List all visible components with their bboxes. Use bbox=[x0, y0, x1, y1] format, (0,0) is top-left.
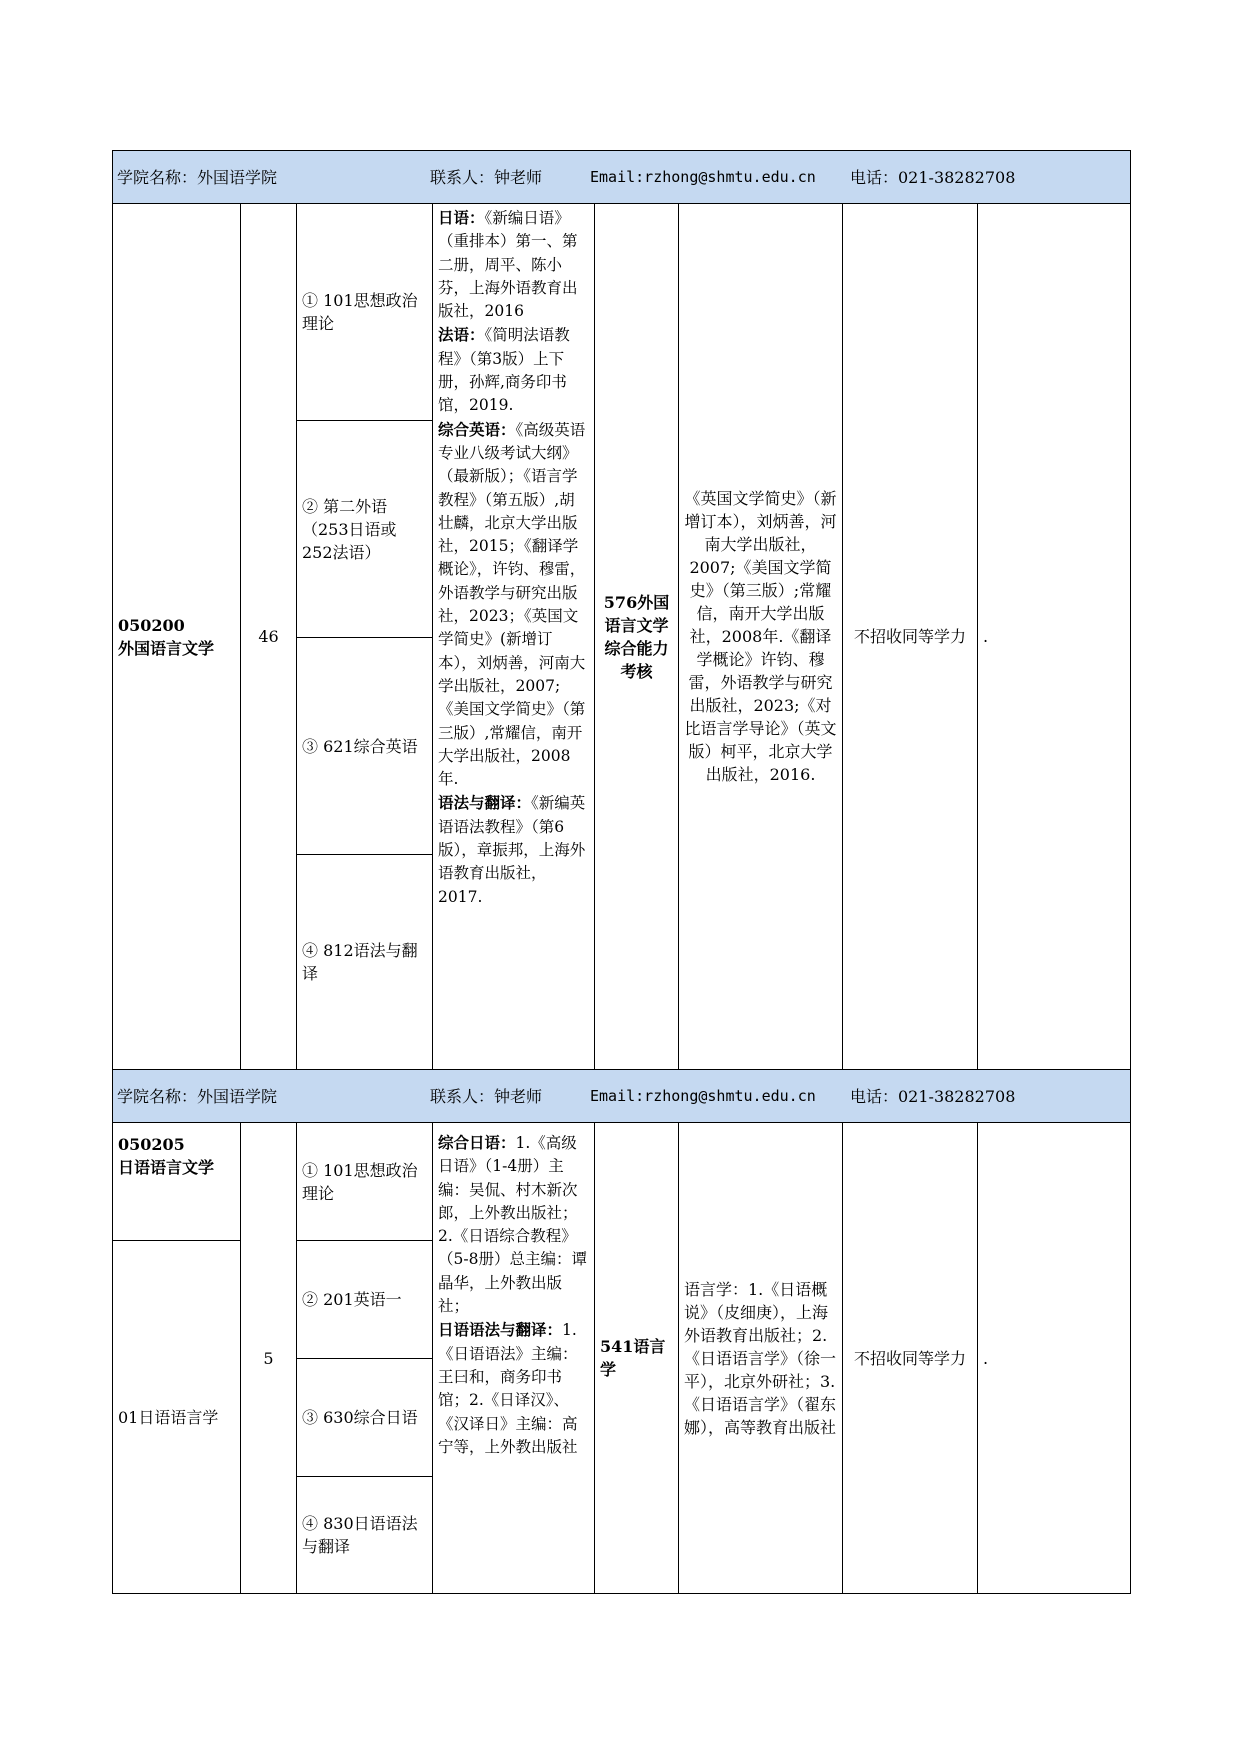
contact-email: Email:rzhong@shmtu.edu.cn bbox=[590, 1086, 816, 1105]
book-heading: 日语语法与翻译： bbox=[438, 1320, 563, 1340]
subject-4: ④ 812语法与翻译 bbox=[297, 855, 433, 1070]
school-name: 学院名称：外国语学院 bbox=[117, 167, 278, 187]
remarks: . bbox=[978, 204, 1131, 1070]
reference-books bbox=[433, 204, 595, 1070]
retest-subject: 576外国语言文学综合能力考核 bbox=[595, 204, 679, 1070]
research-direction: 01日语语言学 bbox=[113, 1241, 241, 1594]
major-name: 日语语言文学 bbox=[118, 1158, 215, 1177]
retest-books: 语言学：1.《日语概说》（皮细庚），上海外语教育出版社；2.《日语语言学》（徐一平），北京外研社；3.《日语语言学》（翟东娜），高等教育出版社 bbox=[679, 1123, 843, 1594]
enrollment-count: 46 bbox=[241, 204, 297, 1070]
enrollment-count: 5 bbox=[241, 1123, 297, 1594]
book-heading: 语法与翻译： bbox=[438, 793, 532, 813]
book-text: 《新编英语语法教程》（第6版），章振邦，上海外语教育出版社，2017. bbox=[438, 794, 586, 906]
contact-phone: 电话：021-38282708 bbox=[850, 167, 1016, 187]
major-code: 050200 bbox=[118, 615, 185, 635]
book-text: 《高级英语专业八级考试大纲》（最新版）；《语言学教程》（第五版）,胡壮麟，北京大学出版社，2015；《翻译学概论》，许钧、穆雷，外语教学与研究出版社，2023；《英国文学简史》(新增订本），刘炳善，河南大学出版社，2007;《美国文学简史》（第三版）,常耀信，南开大学出版社，2008年. bbox=[438, 420, 586, 789]
subject-4: ④ 830日语语法与翻译 bbox=[297, 1477, 433, 1594]
book-text: 《新编日语》（重排本）第一、第二册，周平、陈小芬，上海外语教育出版社，2016 bbox=[438, 209, 578, 321]
subject-1: ① 101思想政治理论 bbox=[297, 204, 433, 421]
retest-books: 《英国文学简史》（新增订本），刘炳善，河南大学出版社，2007;《美国文学简史》（第三版）;常耀信，南开大学出版社，2008年.《翻译学概论》许钧、穆雷，外语教学与研究出版社，2023;《对比语言学导论》（英文版）柯平，北京大学出版社，2016. bbox=[679, 204, 843, 1070]
book-text: 1.《高级日语》（1-4册）主编：吴侃、村木新次郎，上外教出版社；2.《日语综合教程》（5-8册）总主编：谭晶华，上外教出版社； bbox=[438, 1134, 587, 1316]
contact-person: 联系人：钟老师 bbox=[430, 1086, 543, 1106]
equivalent-policy: 不招收同等学力 bbox=[843, 1123, 978, 1594]
section1-header-row bbox=[113, 151, 1131, 204]
reference-books bbox=[433, 1123, 595, 1594]
remarks: . bbox=[978, 1123, 1131, 1594]
subject-2: ② 第二外语（253日语或252法语） bbox=[297, 421, 433, 638]
major-cell bbox=[113, 1123, 241, 1241]
book-heading: 综合日语： bbox=[438, 1133, 516, 1152]
major-cell bbox=[113, 204, 241, 1070]
equivalent-policy: 不招收同等学力 bbox=[843, 204, 978, 1070]
section2-header-row bbox=[113, 1070, 1131, 1123]
subject-2: ② 201英语一 bbox=[297, 1241, 433, 1359]
section1-row bbox=[113, 204, 1131, 421]
section2-row bbox=[113, 1123, 1131, 1241]
book-heading: 综合英语： bbox=[438, 419, 516, 439]
subject-3: ③ 630综合日语 bbox=[297, 1359, 433, 1477]
book-text: 1.《日语语法》主编：王曰和，商务印书馆；2.《日译汉》、《汉译日》主编：高宁等，上外教出版社 bbox=[438, 1321, 578, 1456]
major-code: 050205 bbox=[118, 1135, 185, 1154]
admissions-table bbox=[112, 150, 1130, 1594]
subject-3: ③ 621综合英语 bbox=[297, 638, 433, 855]
contact-person: 联系人：钟老师 bbox=[430, 167, 543, 187]
major-name: 外国语言文学 bbox=[118, 638, 215, 658]
book-text: 《简明法语教程》（第3版）上下册，孙辉,商务印书馆，2019. bbox=[438, 326, 570, 415]
book-heading: 法语： bbox=[438, 325, 485, 345]
contact-phone: 电话：021-38282708 bbox=[850, 1086, 1016, 1106]
retest-subject: 541语言学 bbox=[595, 1123, 679, 1594]
subject-1: ① 101思想政治理论 bbox=[297, 1123, 433, 1241]
school-name: 学院名称：外国语学院 bbox=[117, 1086, 278, 1106]
contact-email: Email:rzhong@shmtu.edu.cn bbox=[590, 167, 816, 186]
book-heading: 日语： bbox=[438, 208, 485, 227]
